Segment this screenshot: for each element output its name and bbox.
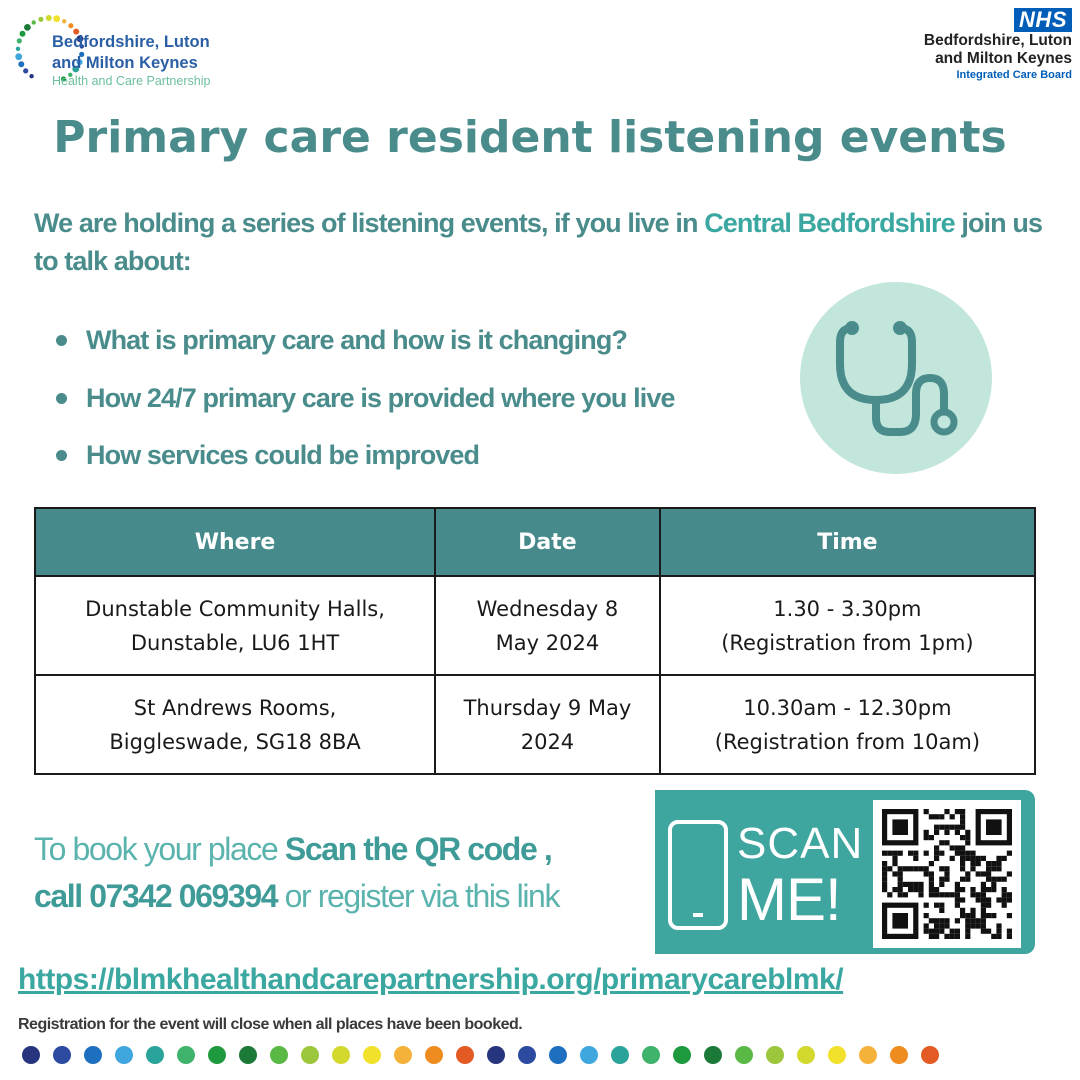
cell-where	[35, 675, 435, 774]
decorative-dot	[580, 1046, 598, 1064]
ring-dot	[18, 61, 24, 67]
decorative-dot	[735, 1046, 753, 1064]
decorative-dot	[22, 1046, 40, 1064]
cell-date	[435, 675, 660, 774]
table-row	[35, 675, 1035, 774]
phone-icon	[668, 820, 728, 930]
table-row	[35, 576, 1035, 675]
header-date: Date	[435, 508, 660, 576]
page-title: Primary care resident listening events	[53, 112, 1007, 163]
cell-time	[660, 576, 1035, 675]
decorative-dot	[859, 1046, 877, 1064]
decorative-dot	[456, 1046, 474, 1064]
registration-link[interactable]: https://blmkhealthandcarepartnership.org/primarycareblmk/	[18, 963, 844, 996]
stethoscope-icon	[800, 282, 992, 474]
topic-list	[56, 318, 776, 491]
me-label: ME!	[737, 866, 841, 933]
booking-line1	[34, 826, 654, 873]
ring-dot	[46, 15, 52, 21]
ring-dot	[24, 24, 31, 31]
cell-line: Wednesday 8	[476, 596, 619, 621]
ring-dot	[15, 53, 22, 60]
list-item-text: How services could be improved	[86, 440, 480, 470]
bullet-icon	[56, 393, 67, 404]
qr-code-icon[interactable]	[873, 800, 1021, 948]
intro-highlight: Central Bedfordshire	[704, 208, 955, 238]
list-item-text: What is primary care and how is it changing?	[86, 325, 628, 355]
cell-line: (Registration from 10am)	[714, 729, 981, 754]
ring-dot	[29, 74, 33, 78]
ring-dot	[32, 20, 36, 24]
decorative-dot	[704, 1046, 722, 1064]
scan-me-box[interactable]	[655, 790, 1035, 954]
header-time: Time	[660, 508, 1035, 576]
decorative-dot	[642, 1046, 660, 1064]
booking-part1: To book your place	[34, 831, 285, 867]
decorative-dot	[797, 1046, 815, 1064]
ring-dot	[53, 15, 60, 22]
cell-time	[660, 675, 1035, 774]
decorative-dot	[549, 1046, 567, 1064]
booking-line2	[34, 873, 654, 920]
nhs-logo-line1: Bedfordshire, Luton	[923, 32, 1072, 49]
decorative-dot	[208, 1046, 226, 1064]
nhs-logo-subtitle: Integrated Care Board	[956, 69, 1072, 81]
decorative-dot	[115, 1046, 133, 1064]
decorative-dot	[487, 1046, 505, 1064]
booking-phone: call 07342 069394	[34, 878, 278, 914]
decorative-dot	[84, 1046, 102, 1064]
decorative-dot	[239, 1046, 257, 1064]
registration-note: Registration for the event will close when all places have been booked.	[18, 1016, 523, 1033]
cell-line: Dunstable, LU6 1HT	[130, 630, 340, 655]
header-where: Where	[35, 508, 435, 576]
ring-dot	[23, 68, 28, 73]
decorative-dot	[890, 1046, 908, 1064]
blmk-logo-line2: and Milton Keynes	[52, 54, 198, 72]
booking-part4: or register via this link	[277, 878, 560, 914]
blmk-partnership-logo	[14, 8, 244, 92]
decorative-dot	[518, 1046, 536, 1064]
decorative-dot	[53, 1046, 71, 1064]
cell-line: 2024	[520, 729, 575, 754]
intro-after: join us to talk about:	[34, 208, 1043, 276]
decorative-dot	[177, 1046, 195, 1064]
decorative-dot	[425, 1046, 443, 1064]
scan-label: SCAN	[737, 819, 864, 868]
decorative-dot	[363, 1046, 381, 1064]
nhs-logo-line2: and Milton Keynes	[935, 50, 1072, 67]
decorative-dot	[611, 1046, 629, 1064]
cell-line: (Registration from 1pm)	[721, 630, 974, 655]
cell-line: St Andrews Rooms,	[133, 695, 337, 720]
table-header-row	[35, 508, 1035, 576]
cell-line: 10.30am - 12.30pm	[743, 695, 952, 720]
decorative-dot	[673, 1046, 691, 1064]
events-table	[34, 507, 1036, 775]
ring-dot	[38, 17, 43, 22]
bullet-icon	[56, 335, 67, 346]
phone-button-icon	[693, 913, 703, 917]
ring-dot	[62, 19, 66, 23]
list-item	[56, 376, 776, 420]
bullet-icon	[56, 450, 67, 461]
cell-line: Thursday 9 May	[463, 695, 632, 720]
cell-where	[35, 576, 435, 675]
list-item	[56, 318, 776, 362]
ring-dot	[17, 38, 22, 43]
decorative-dot	[270, 1046, 288, 1064]
ring-dot	[16, 47, 20, 51]
intro-text	[34, 204, 1064, 280]
decorative-dot	[146, 1046, 164, 1064]
blmk-logo-subtitle: Health and Care Partnership	[52, 74, 211, 88]
decorative-dot	[921, 1046, 939, 1064]
ring-dot	[20, 31, 26, 37]
intro-before: We are holding a series of listening events, if you live in	[34, 208, 705, 238]
booking-scan-qr: Scan the QR code ,	[284, 831, 552, 867]
cell-line: May 2024	[495, 630, 600, 655]
cell-line: Biggleswade, SG18 8BA	[109, 729, 361, 754]
ring-dot	[68, 23, 73, 28]
decorative-dot	[301, 1046, 319, 1064]
list-item	[56, 433, 776, 477]
cell-date	[435, 576, 660, 675]
blmk-logo-text	[52, 32, 210, 89]
decorative-dot	[332, 1046, 350, 1064]
list-item-text: How 24/7 primary care is provided where you live	[86, 382, 675, 413]
blmk-logo-line1: Bedfordshire, Luton	[52, 33, 210, 51]
decorative-dot	[828, 1046, 846, 1064]
decorative-dot	[766, 1046, 784, 1064]
stethoscope-circle	[800, 282, 992, 474]
booking-text	[34, 826, 654, 920]
nhs-badge: NHS	[1014, 8, 1072, 32]
cell-line: 1.30 - 3.30pm	[773, 596, 922, 621]
cell-line: Dunstable Community Halls,	[85, 596, 385, 621]
nhs-icb-logo	[892, 8, 1072, 82]
decorative-dot	[394, 1046, 412, 1064]
